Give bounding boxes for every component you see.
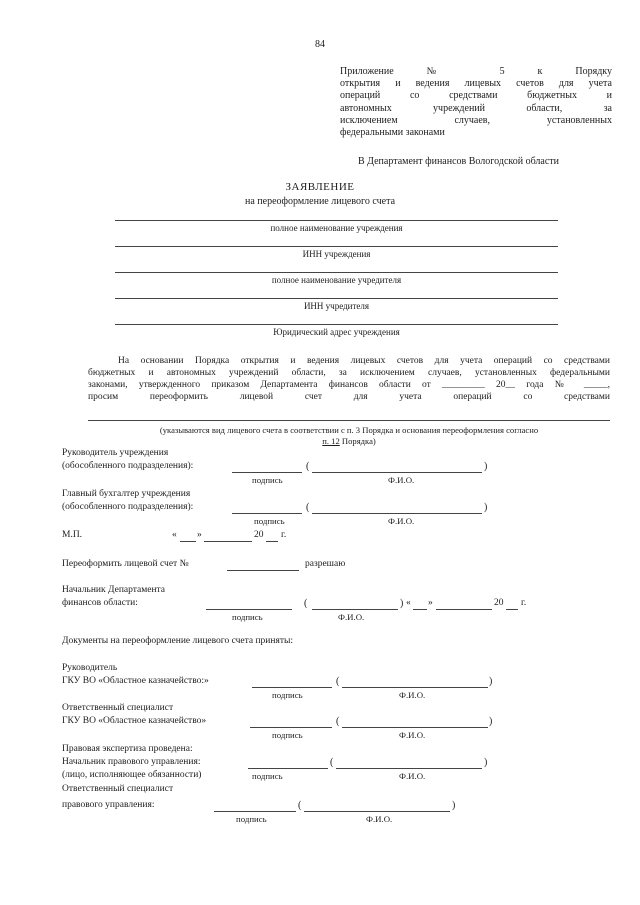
date-quote-left: « — [172, 530, 177, 540]
document-title: ЗАЯВЛЕНИЕ — [285, 181, 355, 193]
legal-head-signature-line[interactable] — [248, 768, 328, 769]
account-type-line[interactable] — [88, 420, 610, 421]
date-year-prefix: 20 — [494, 598, 504, 608]
note-text: Порядка) — [339, 436, 376, 446]
field-line[interactable] — [115, 298, 558, 299]
paren-open: ( — [304, 598, 308, 609]
date-year-line[interactable] — [266, 541, 278, 542]
dept-head-name-line[interactable] — [312, 609, 398, 610]
recipient: В Департамент финансов Вологодской области — [358, 156, 560, 167]
date-year-prefix: 20 — [254, 530, 264, 540]
appendix-line: операций со средствами бюджетных и — [340, 90, 612, 102]
stamp-label: М.П. — [62, 530, 83, 540]
paren-open: ( — [306, 461, 310, 472]
legal-acting-note: (лицо, исполняющее обязанности) — [62, 770, 202, 780]
date-year-suffix: г. — [521, 598, 527, 608]
paragraph-line: просим переоформить лицевой счет для учета операций со средствами — [88, 392, 610, 402]
treasury-spec-signature-line[interactable] — [250, 727, 332, 728]
head-title: Руководитель учреждения — [62, 448, 169, 458]
date-month-line[interactable] — [204, 541, 252, 542]
dept-head-subtitle: финансов области: — [62, 598, 138, 608]
paragraph-line: бюджетных и автономных учреждений области, за исключением случаев, установленных федеральными — [88, 368, 610, 378]
paren-open: ( — [336, 676, 340, 687]
date-year-suffix: г. — [281, 530, 287, 540]
legal-spec-org: правового управления: — [62, 800, 155, 810]
date-quote-left: « — [406, 598, 411, 608]
date-day-line[interactable] — [180, 541, 196, 542]
approve-prefix: Переоформить лицевой счет № — [62, 559, 189, 569]
treasury-head-signature-line[interactable] — [252, 687, 332, 688]
fio-label: Ф.И.О. — [338, 612, 365, 622]
fio-label: Ф.И.О. — [399, 690, 426, 700]
paren-close: ) — [484, 502, 488, 513]
paren-open: ( — [298, 800, 302, 811]
accountant-title: Главный бухгалтер учреждения — [62, 489, 191, 499]
treasury-spec-name-line[interactable] — [342, 727, 488, 728]
paren-close: ) — [400, 598, 404, 609]
signature-label: подпись — [252, 475, 283, 485]
appendix-line: Приложение № 5 к Порядку — [340, 66, 612, 77]
field-caption-org-name: полное наименование учреждения — [270, 223, 403, 233]
paragraph-line: На основании Порядка открытия и ведения лицевых счетов для учета операций со средствами — [118, 356, 610, 366]
field-caption-org-inn: ИНН учреждения — [302, 249, 371, 259]
page-number: 84 — [315, 39, 325, 50]
field-line[interactable] — [115, 272, 558, 273]
paren-open: ( — [330, 757, 334, 768]
dept-head-title: Начальник Департамента — [62, 585, 166, 595]
accountant-subtitle: (обособленного подразделения): — [62, 502, 194, 512]
treasury-spec-title: Ответственный специалист — [62, 703, 174, 713]
signature-label: подпись — [232, 612, 263, 622]
fio-label: Ф.И.О. — [366, 814, 393, 824]
date-quote-right: » — [428, 598, 433, 608]
legal-head-title: Начальник правового управления: — [62, 757, 201, 767]
paragraph-line: законами, утвержденного приказом Департамента финансов области от _________ 20__ года № _____, — [88, 380, 610, 390]
signature-label: подпись — [272, 690, 303, 700]
paren-open: ( — [306, 502, 310, 513]
treasury-head-title: Руководитель — [62, 663, 118, 673]
paren-close: ) — [484, 757, 488, 768]
paren-close: ) — [489, 676, 493, 687]
field-caption-founder-inn: ИНН учредителя — [303, 301, 370, 311]
legal-review: Правовая экспертиза проведена: — [62, 744, 193, 754]
field-caption-founder-name: полное наименование учредителя — [271, 275, 402, 285]
fio-label: Ф.И.О. — [399, 730, 426, 740]
head-name-line[interactable] — [312, 472, 482, 473]
date-day-line[interactable] — [413, 609, 427, 610]
appendix-header — [340, 66, 612, 139]
note-line-2 — [88, 436, 610, 447]
head-signature-line[interactable] — [232, 472, 302, 473]
appendix-line: федеральными законами — [340, 127, 445, 139]
treasury-head-name-line[interactable] — [342, 687, 488, 688]
signature-label: подпись — [236, 814, 267, 824]
request-paragraph — [88, 355, 610, 403]
signature-label: подпись — [272, 730, 303, 740]
signature-label: подпись — [254, 516, 285, 526]
field-line[interactable] — [115, 324, 558, 325]
document-subtitle: на переоформление лицевого счета — [244, 196, 396, 207]
account-number-line[interactable] — [227, 570, 299, 571]
accountant-name-line[interactable] — [312, 513, 482, 514]
date-year-line[interactable] — [506, 609, 518, 610]
paren-close: ) — [452, 800, 456, 811]
signature-label: подпись — [252, 771, 283, 781]
paren-open: ( — [336, 716, 340, 727]
account-type-note — [88, 425, 610, 447]
paren-close: ) — [489, 716, 493, 727]
legal-spec-signature-line[interactable] — [214, 811, 296, 812]
note-line: (указываются вид лицевого счета в соответствии с п. 3 Порядка и основания переоформления согласно — [159, 425, 539, 435]
paren-close: ) — [484, 461, 488, 472]
treasury-spec-org: ГКУ ВО «Областное казначейство» — [62, 716, 207, 726]
accountant-signature-line[interactable] — [232, 513, 302, 514]
field-line[interactable] — [115, 246, 558, 247]
legal-spec-name-line[interactable] — [304, 811, 450, 812]
date-quote-right: » — [197, 530, 202, 540]
treasury-head-org: ГКУ ВО «Областное казначейство:» — [62, 676, 209, 686]
legal-head-name-line[interactable] — [336, 768, 482, 769]
appendix-line: автономных учреждений области, за — [340, 102, 612, 114]
docs-accepted: Документы на переоформление лицевого счета приняты: — [62, 636, 293, 646]
date-month-line[interactable] — [436, 609, 492, 610]
field-caption-legal-address: Юридический адрес учреждения — [273, 327, 400, 337]
head-subtitle: (обособленного подразделения): — [62, 461, 194, 471]
fio-label: Ф.И.О. — [399, 771, 426, 781]
paragraph-12-link[interactable]: п. 12 — [322, 436, 340, 446]
fio-label: Ф.И.О. — [388, 516, 415, 526]
appendix-line: открытия и ведения лицевых счетов для учета — [340, 78, 612, 90]
field-line[interactable] — [115, 220, 558, 221]
approve-suffix: разрешаю — [305, 559, 346, 569]
legal-spec-title: Ответственный специалист — [62, 784, 174, 794]
fio-label: Ф.И.О. — [388, 475, 415, 485]
appendix-line: исключением случаев, установленных — [340, 114, 612, 126]
dept-head-signature-line[interactable] — [206, 609, 292, 610]
